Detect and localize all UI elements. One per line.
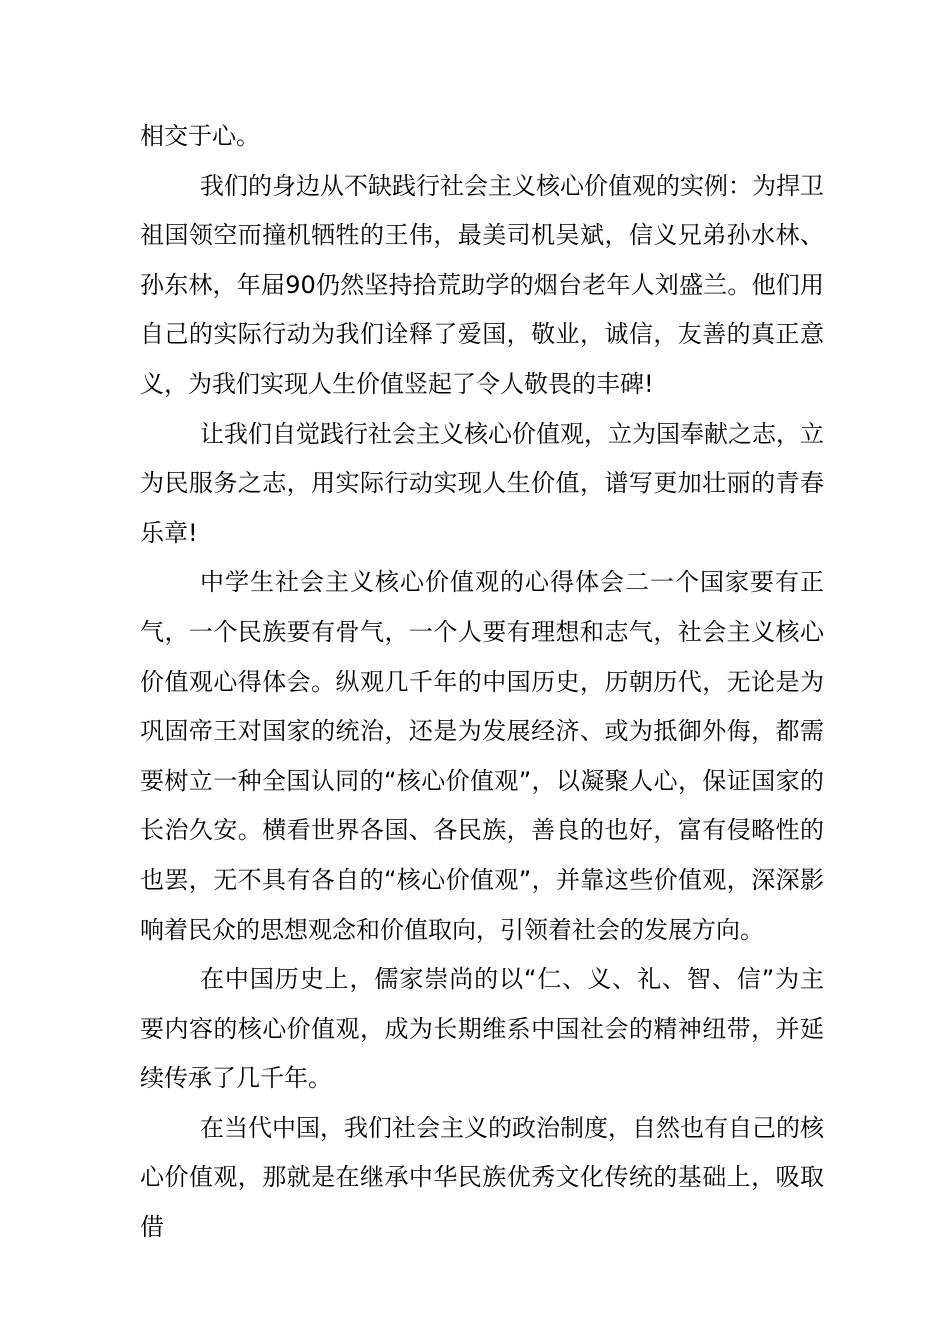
body-text bbox=[140, 112, 824, 1253]
paragraph: 在中国历史上，儒家崇尚的以“仁、义、礼、智、信”为主要内容的核心价值观，成为长期维系中国社会的精神纽带，并延续传承了几千年。 bbox=[140, 965, 824, 1093]
paragraph-continued: 相交于心。 bbox=[140, 122, 260, 150]
paragraph: 我们的身边从不缺践行社会主义核心价值观的实例：为捍卫祖国领空而撞机牺牲的王伟，最美司机吴斌，信义兄弟孙水林、孙东林，年届90仍然坚持拾荒助学的烟台老年人刘盛兰。他们用自己的实际行动为我们诠释了爱国，敬业，诚信，友善的真正意义，为我们实现人生价值竖起了令人敬畏的丰碑! bbox=[140, 171, 824, 398]
paragraph: 让我们自觉践行社会主义核心价值观，立为国奉献之志，立为民服务之志，用实际行动实现人生价值，谱写更加壮丽的青春乐章! bbox=[140, 419, 824, 547]
paragraph: 在当代中国，我们社会主义的政治制度，自然也有自己的核心价值观，那就是在继承中华民族优秀文化传统的基础上，吸取借 bbox=[140, 1113, 824, 1242]
paragraph: 中学生社会主义核心价值观的心得体会二一个国家要有正气，一个民族要有骨气，一个人要有理想和志气，社会主义核心价值观心得体会。纵观几千年的中国历史，历朝历代，无论是为巩固帝王对国家的统治，还是为发展经济、或为抵御外侮，都需要树立一种全国认同的“核心价值观”，以凝聚人心，保证国家的长治久安。横看世界各国、各民族，善良的也好，富有侵略性的也罢，无不具有各自的“核心价值观”，并靠这些价值观，深深影响着民众的思想观念和价值取向，引领着社会的发展方向。 bbox=[140, 568, 824, 944]
